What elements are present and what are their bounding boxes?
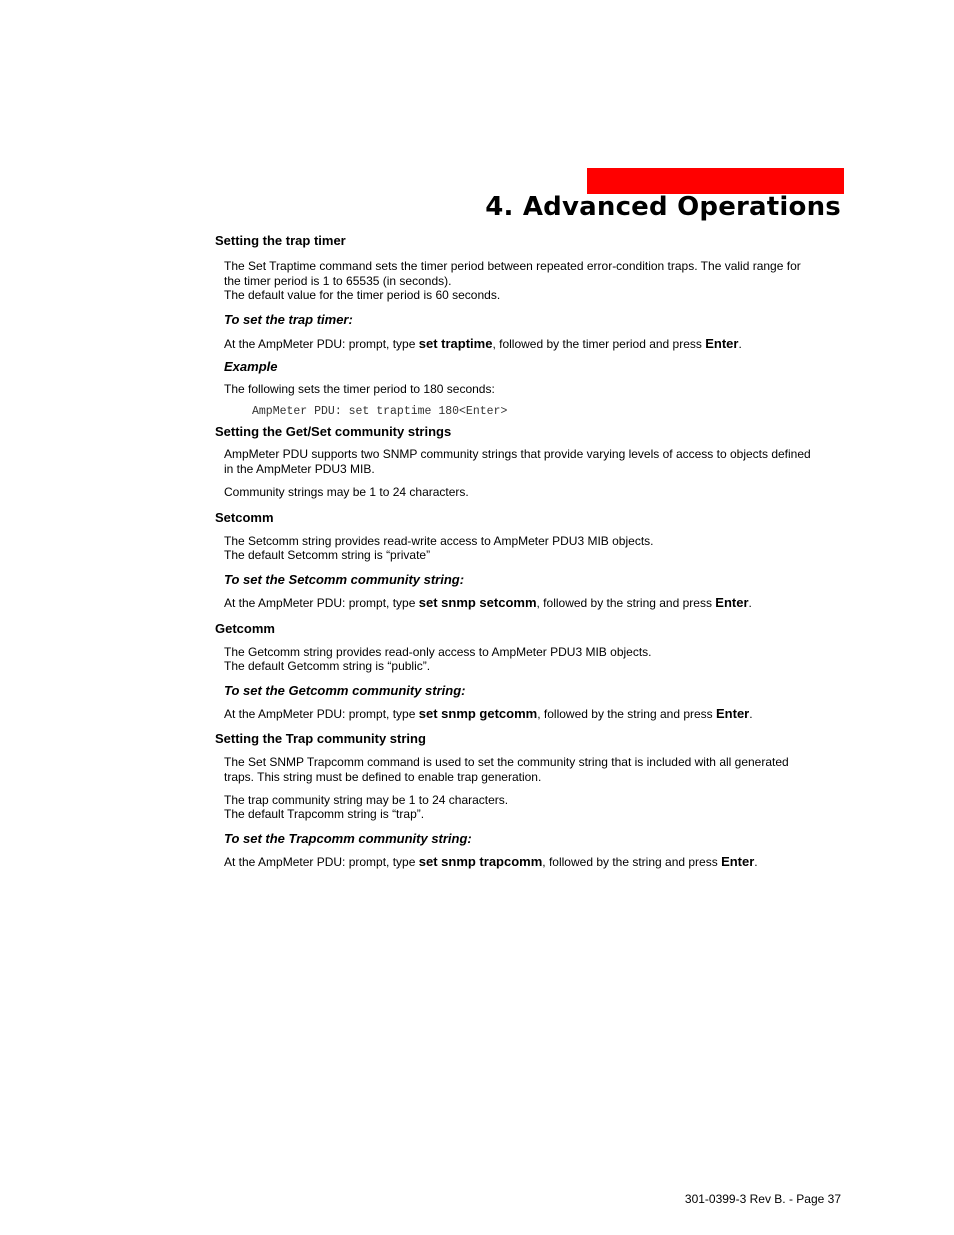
section-heading-getcomm: Getcomm [215,620,275,636]
getcomm-instruction [224,707,840,722]
text-line: The Set SNMP Trapcomm command is used to set the community string that is included with all generated [224,755,789,770]
instruction-text: , followed by the timer period and press [492,336,706,351]
text-line: The Set Traptime command sets the timer period between repeated error-condition traps. The valid range for [224,259,801,273]
section-heading-trap-community: Setting the Trap community string [215,731,426,747]
instruction-text: At the AmpMeter PDU: prompt, type [224,854,419,869]
getcomm-description [224,645,840,674]
trapcomm-instruction [224,855,840,870]
text-line: AmpMeter PDU supports two SNMP community strings that provide varying levels of access to objects defined [224,446,811,461]
text-line: The default Trapcomm string is “trap”. [224,807,425,822]
command-text: set snmp getcomm [418,705,538,721]
section-heading-community-strings: Setting the Get/Set community strings [215,423,452,439]
community-description [224,447,840,476]
text-line: The Setcomm string provides read-write access to AmpMeter PDU3 MIB objects. [224,533,654,548]
setcomm-description [224,534,840,563]
instruction-text: . [738,336,742,351]
instruction-text: . [754,854,758,869]
instruction-text: , followed by the string and press [537,706,716,721]
command-text: set snmp setcomm [418,594,537,610]
procedure-heading-getcomm: To set the Getcomm community string: [224,682,466,698]
setcomm-instruction [224,596,840,611]
page-content [215,231,840,869]
instruction-text: , followed by the string and press [542,854,722,869]
trapcomm-defaults [224,793,840,822]
text-line: The Getcomm string provides read-only access to AmpMeter PDU3 MIB objects. [224,644,652,659]
trapcomm-description [224,755,840,784]
text-line: in the AmpMeter PDU3 MIB. [224,461,375,476]
chapter-title: 4. Advanced Operations [485,192,841,222]
example-heading: Example [224,359,278,375]
text-line: The default Setcomm string is “private” [224,548,431,563]
page-footer: 301-0399-3 Rev B. - Page 37 [684,1192,841,1206]
procedure-heading-trapcomm: To set the Trapcomm community string: [224,830,472,846]
procedure-heading-setcomm: To set the Setcomm community string: [224,571,465,587]
text-line: The trap community string may be 1 to 24 characters. [224,792,509,807]
instruction-text: At the AmpMeter PDU: prompt, type [224,336,419,351]
command-text: set snmp trapcomm [418,853,543,869]
example-code: AmpMeter PDU: set traptime 180<Enter> [252,404,508,418]
instruction-text: . [749,706,753,721]
text-line: traps. This string must be defined to enable trap generation. [224,769,542,784]
instruction-text: , followed by the string and press [536,595,716,610]
example-text: The following sets the timer period to 180 seconds: [224,382,495,397]
trap-timer-description [224,259,840,303]
procedure-heading-trap-timer: To set the trap timer: [224,311,353,327]
key-text: Enter [721,853,755,869]
instruction-text: At the AmpMeter PDU: prompt, type [224,706,419,721]
section-heading-setcomm: Setcomm [215,509,274,525]
trap-timer-instruction [224,337,840,352]
command-text: set traptime [418,335,493,351]
text-line: the timer period is 1 to 65535 (in seconds). [224,273,452,288]
instruction-text: At the AmpMeter PDU: prompt, type [224,595,419,610]
key-text: Enter [716,705,750,721]
section-heading-trap-timer: Setting the trap timer [215,233,346,248]
community-length-note: Community strings may be 1 to 24 characters. [224,485,469,500]
text-line: The default Getcomm string is “public”. [224,659,431,674]
key-text: Enter [715,594,749,610]
instruction-text: . [748,595,752,610]
key-text: Enter [705,335,739,351]
text-line: The default value for the timer period is 60 seconds. [224,288,501,303]
chapter-accent-bar [587,168,844,194]
